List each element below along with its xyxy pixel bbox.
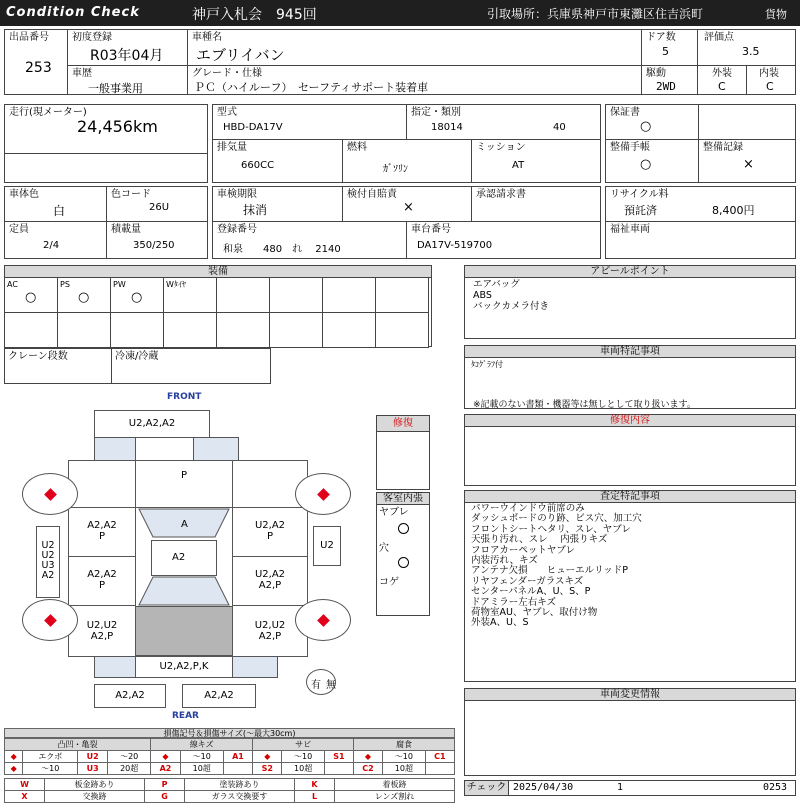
roof[interactable]: A2 <box>151 540 217 576</box>
car-name: エブリイバン <box>196 46 285 64</box>
legend-code-g: G <box>145 791 185 803</box>
inspection-note-line: 天張り汚れ、スレ 内張りキズ <box>471 534 608 546</box>
model: HBD-DA17V <box>223 122 283 133</box>
legend-code-l: L <box>295 791 335 803</box>
warranty-extra-cell <box>698 104 796 140</box>
check-date: 2025/04/30 <box>513 782 574 793</box>
legend-dent-size: 〜20 <box>108 751 151 763</box>
inspection-note-line: パワーウインドウ前席のみ <box>471 503 585 514</box>
equipment-cell <box>269 312 323 348</box>
hood[interactable]: P <box>135 460 233 508</box>
vehicle-changes-panel <box>464 688 796 776</box>
legend-code-l-text: レンズ割れ <box>335 791 455 803</box>
legend-scratch-code2: A2 <box>151 763 181 775</box>
front-label: FRONT <box>167 392 202 402</box>
special-notes-title: 車両特記事項 <box>465 346 795 358</box>
repair-content-panel <box>464 414 796 486</box>
warranty: ○ <box>640 119 652 134</box>
back-door[interactable]: U2,A2,P,K <box>135 656 233 678</box>
legend-code-p: P <box>145 779 185 791</box>
equipment-cell <box>375 312 429 348</box>
appeal-line: エアバッグ <box>473 279 520 290</box>
color: 白 <box>53 204 66 218</box>
welfare-label: 福祉車両 <box>610 224 650 235</box>
pickup-location: 引取場所：兵庫県神戸市東灘区住吉浜町 <box>487 7 704 21</box>
mission-cell <box>471 139 601 183</box>
model-label: 型式 <box>217 107 237 118</box>
right-side-panel[interactable]: U2 <box>313 526 341 566</box>
inspection-note-line: フロントシートヘタリ、スレ、ヤブレ <box>471 523 631 535</box>
equipment-cell <box>57 277 111 313</box>
inspection-expiry-label: 車検期限 <box>217 189 257 200</box>
self-liability-cell <box>342 186 472 222</box>
equipment-cell <box>216 312 270 348</box>
inspection-note-line: 外装A、U、S <box>471 617 529 629</box>
mission: AT <box>512 160 525 171</box>
lot-number: 253 <box>25 60 52 76</box>
crane-cell <box>4 348 112 384</box>
equipment-cell <box>110 312 164 348</box>
history-label: 車歴 <box>72 68 92 79</box>
designation: 18014 <box>431 122 463 133</box>
check-number: 0253 <box>763 782 788 793</box>
interior-cell <box>746 65 796 95</box>
drive-cell <box>641 65 698 95</box>
diamond-icon: ◆ <box>5 751 23 763</box>
left-front-door[interactable]: A2,A2 P <box>68 507 136 557</box>
cabin-tear-circle <box>398 523 409 534</box>
equipment-cell <box>216 277 270 313</box>
cabin-panel <box>376 492 430 616</box>
inspection-notes-title: 査定特記事項 <box>465 491 795 503</box>
service-record-cell <box>698 139 796 183</box>
inspection-note-line: ドアミラー左右キズ <box>471 596 557 608</box>
fuel-label: 燃料 <box>347 142 367 153</box>
diamond-icon: ◆ <box>5 763 23 775</box>
grade: ＰＣ（ハイルーフ） セーフティサポート装着車 <box>194 81 429 94</box>
header-title: Condition Check <box>6 5 140 20</box>
inspection-notes-panel <box>464 490 796 682</box>
score: 3.5 <box>742 45 760 58</box>
first-registration: R03年04月 <box>90 48 164 64</box>
welfare-cell <box>605 221 796 259</box>
legend-rust-size: 〜10 <box>282 751 325 763</box>
color-code: 26U <box>149 202 170 213</box>
drive: 2WD <box>656 80 676 93</box>
legend-corrosion-size2: 10超 <box>383 763 426 775</box>
designation-cell <box>406 104 601 140</box>
maintenance-manual-cell <box>605 139 699 183</box>
special-notes-panel <box>464 345 796 409</box>
car-name-label: 車種名 <box>192 32 222 43</box>
color-label: 車体色 <box>9 189 39 200</box>
check-label: チェック <box>465 781 509 795</box>
right-front-door[interactable]: U2,A2 P <box>232 507 308 557</box>
first-registration-cell <box>67 29 188 66</box>
equipment-cell <box>322 277 376 313</box>
cabin-hole-circle <box>398 557 409 568</box>
legend-group-dent: 凸凹・亀裂 <box>5 739 151 751</box>
displacement-label: 排気量 <box>217 142 247 153</box>
service-record: × <box>743 157 754 172</box>
equipment-cell <box>110 277 164 313</box>
equipment-cell <box>163 312 217 348</box>
spare-tire-yes: 有 <box>311 680 321 691</box>
cargo-floor[interactable] <box>135 606 233 656</box>
inspection-note-line: アンテナ欠損 ヒューエルリッドP <box>471 565 628 577</box>
auction-name: 神戸入札会 945回 <box>192 7 317 23</box>
equipment-cell <box>4 312 58 348</box>
mileage-label: 走行(現メーター) <box>9 107 87 118</box>
mission-label: ミッション <box>476 142 526 153</box>
legend-group-scratch: 線キズ <box>151 739 253 751</box>
damage-legend-title: 損傷記号＆損傷サイズ(〜最大30cm) <box>4 728 455 738</box>
inspection-note-line: リヤフェンダーガラスキズ <box>471 575 584 587</box>
rear-corner-right <box>232 656 278 678</box>
equipment-cell <box>322 312 376 348</box>
maintenance-manual: ○ <box>640 157 652 172</box>
diamond-icon: ◆ <box>353 751 382 763</box>
maintenance-manual-label: 整備手帳 <box>610 142 650 153</box>
inspection-expiry-cell <box>212 186 343 222</box>
color-code-label: 色コード <box>111 189 151 200</box>
load: 350/250 <box>133 240 175 251</box>
inspection-note-line: センターパネルA、U、S、P <box>471 586 591 598</box>
fuel: ｶﾞｿﾘﾝ <box>383 164 408 175</box>
equipment-cell <box>4 277 58 313</box>
designation-label: 指定・類別 <box>411 107 461 118</box>
equipment-label: AC <box>7 280 18 289</box>
color-code-cell <box>106 186 208 222</box>
chassis-number: DA17V-519700 <box>417 240 493 251</box>
equipment-label: PS <box>60 280 70 289</box>
appeal-line: ABS <box>473 290 492 301</box>
right-rear-wheel[interactable] <box>295 599 351 641</box>
exterior-grade: C <box>718 80 726 93</box>
special-notes-line: ﾀｺｸﾞﾗﾌ付 <box>471 360 503 369</box>
header-bar <box>0 0 800 26</box>
recycle-cell <box>605 186 796 222</box>
vehicle-changes-title: 車両変更情報 <box>465 689 795 701</box>
inspection-expiry: 抹消 <box>243 203 268 217</box>
repair-content-title: 修復内容 <box>465 415 795 427</box>
interior-grade: C <box>766 80 774 93</box>
service-record-label: 整備記録 <box>703 142 743 153</box>
grade-label: グレード・仕様 <box>192 68 262 79</box>
freezer-label: 冷凍/冷蔵 <box>115 351 159 362</box>
displacement-cell <box>212 139 343 183</box>
load-cell <box>106 221 208 259</box>
lot-number-cell <box>4 29 68 95</box>
approval-cell <box>471 186 601 222</box>
cabin-tear-label: ヤブレ <box>379 507 409 518</box>
appeal-title: アピールポイント <box>465 266 795 278</box>
front-corner-left <box>94 437 136 461</box>
windshield-label: A <box>181 519 188 530</box>
repair-panel <box>376 415 430 490</box>
equipment-value: ○ <box>25 290 37 305</box>
plate-cell <box>212 221 407 259</box>
category-number: 40 <box>553 122 566 133</box>
diamond-icon: ◆ <box>151 751 181 763</box>
legend-dent-size3: 20超 <box>108 763 151 775</box>
legend-code-g-text: ガラス交換要す <box>185 791 295 803</box>
legend-dent-code3: U3 <box>77 763 107 775</box>
first-registration-label: 初度登録 <box>72 32 112 43</box>
score-cell <box>697 29 796 66</box>
score-label: 評価点 <box>704 32 734 43</box>
history-cell <box>67 65 188 95</box>
equipment-cell <box>57 312 111 348</box>
self-liability-label: 検付自賠責 <box>347 189 397 200</box>
load-label: 積載量 <box>111 224 141 235</box>
lot-label: 出品番号 <box>9 32 49 43</box>
right-front-wheel[interactable] <box>295 473 351 515</box>
equipment-value: ○ <box>78 290 90 305</box>
freezer-cell <box>111 348 271 384</box>
chassis-cell <box>406 221 601 259</box>
legend-code-p-text: 塗装跡あり <box>185 779 295 791</box>
inspection-note-line: ダッシュボードのり跡、ビス穴、加工穴 <box>471 513 642 525</box>
car-name-cell <box>187 29 642 66</box>
left-side-panel[interactable]: U2 U2 U3 A2 <box>36 526 60 598</box>
fuel-cell <box>342 139 472 183</box>
inspection-note-line: 荷物室AU、ヤブレ、取付け物 <box>471 607 598 619</box>
equipment-label: Wﾀｲﾔ <box>166 280 186 289</box>
appeal-panel <box>464 265 796 339</box>
legend-scratch-size2: 10超 <box>180 763 223 775</box>
legend-group-rust: サビ <box>253 739 354 751</box>
equipment-title: 装備 <box>5 266 431 278</box>
legend-corrosion-size: 〜10 <box>383 751 426 763</box>
equipment-value: ○ <box>131 290 143 305</box>
rear-label: REAR <box>172 711 199 721</box>
capacity: 2/4 <box>43 240 60 251</box>
equipment-label: PW <box>113 280 126 289</box>
rear-bumper-left[interactable]: A2,A2 <box>94 684 166 708</box>
equipment-cell <box>375 277 429 313</box>
right-rear-fender[interactable]: U2,U2 A2,P <box>232 605 308 657</box>
doors-label: ドア数 <box>646 32 676 43</box>
check-footer <box>464 780 796 796</box>
legend-group-corrosion: 腐食 <box>353 739 454 751</box>
capacity-cell <box>4 221 107 259</box>
front-corner-right <box>193 437 239 461</box>
damage-legend <box>4 728 455 803</box>
cabin-title: 客室内張 <box>377 493 429 505</box>
plate-number: 和泉 480 れ 2140 <box>223 244 341 255</box>
mileage-extra-cell <box>4 153 208 183</box>
legend-code-w-text: 板金跡あり <box>45 779 145 791</box>
legend-scratch-size: 〜10 <box>180 751 223 763</box>
crane-label: クレーン段数 <box>8 351 68 362</box>
doors: 5 <box>662 45 669 58</box>
model-cell <box>212 104 407 140</box>
left-front-wheel[interactable] <box>22 473 78 515</box>
self-liability: × <box>403 200 414 215</box>
legend-scratch-code: A1 <box>223 751 253 763</box>
left-front-panel[interactable] <box>68 460 136 508</box>
front-bumper[interactable]: U2,A2,A2 <box>94 410 210 438</box>
legend-code-w: W <box>5 779 45 791</box>
equipment-cell <box>163 277 217 313</box>
check-count: 1 <box>617 782 624 793</box>
legend-dent-size2: 〜10 <box>23 763 77 775</box>
diamond-icon: ◆ <box>253 751 282 763</box>
legend-dent-code: U2 <box>77 751 107 763</box>
left-rear-wheel[interactable] <box>22 599 78 641</box>
vehicle-category: 貨物 <box>765 8 787 21</box>
equipment-cell <box>269 277 323 313</box>
left-rear-fender[interactable]: U2,U2 A2,P <box>68 605 136 657</box>
capacity-label: 定員 <box>9 224 29 235</box>
appeal-line: バックカメラ付き <box>473 301 550 312</box>
repair-title: 修復 <box>377 416 429 432</box>
inspection-note-line: 内装汚れ、キズ <box>471 555 538 567</box>
recycle-fee: 8,400円 <box>712 204 755 217</box>
doors-cell <box>641 29 698 66</box>
approval-label: 承認請求書 <box>476 189 526 200</box>
legend-dent-small: エクボ <box>23 751 77 763</box>
drive-label: 駆動 <box>646 68 666 79</box>
legend-rust-code: S1 <box>325 751 354 763</box>
legend-rust-size2: 10超 <box>282 763 325 775</box>
special-notes-disclaimer: ※記載のない書類・機器等は無しとして取り扱います。 <box>473 400 696 410</box>
recycle-label: リサイクル料 <box>610 189 669 200</box>
color-cell <box>4 186 107 222</box>
exterior-label: 外装 <box>712 68 732 79</box>
cabin-burn-label: コゲ <box>379 577 399 588</box>
plate-label: 登録番号 <box>217 224 257 235</box>
warranty-cell <box>605 104 699 140</box>
exterior-cell <box>697 65 747 95</box>
right-rear-door[interactable]: U2,A2 A2,P <box>232 556 308 606</box>
legend-rust-code2: S2 <box>253 763 282 775</box>
inspection-note-line: フロアカーペットヤブレ <box>471 544 576 556</box>
legend-code-k-text: 着板跡 <box>335 779 455 791</box>
left-rear-door[interactable]: A2,A2 P <box>68 556 136 606</box>
warranty-label: 保証書 <box>610 107 640 118</box>
legend-code-x-text: 交換跡 <box>45 791 145 803</box>
displacement: 660CC <box>241 160 275 171</box>
interior-label: 内装 <box>759 68 779 79</box>
spare-tire-no: 無 <box>326 680 336 691</box>
cabin-hole-label: 穴 <box>379 543 389 554</box>
mileage: 24,456km <box>77 117 158 136</box>
history: 一般事業用 <box>88 82 143 95</box>
chassis-label: 車台番号 <box>411 224 451 235</box>
legend-code-x: X <box>5 791 45 803</box>
grade-cell <box>187 65 642 95</box>
recycle-status: 預託済 <box>624 204 657 217</box>
rear-corner-left <box>94 656 136 678</box>
legend-corrosion-code: C1 <box>425 751 454 763</box>
rear-bumper-right[interactable]: A2,A2 <box>182 684 256 708</box>
legend-code-k: K <box>295 779 335 791</box>
mileage-cell <box>4 104 208 154</box>
legend-corrosion-code2: C2 <box>353 763 382 775</box>
